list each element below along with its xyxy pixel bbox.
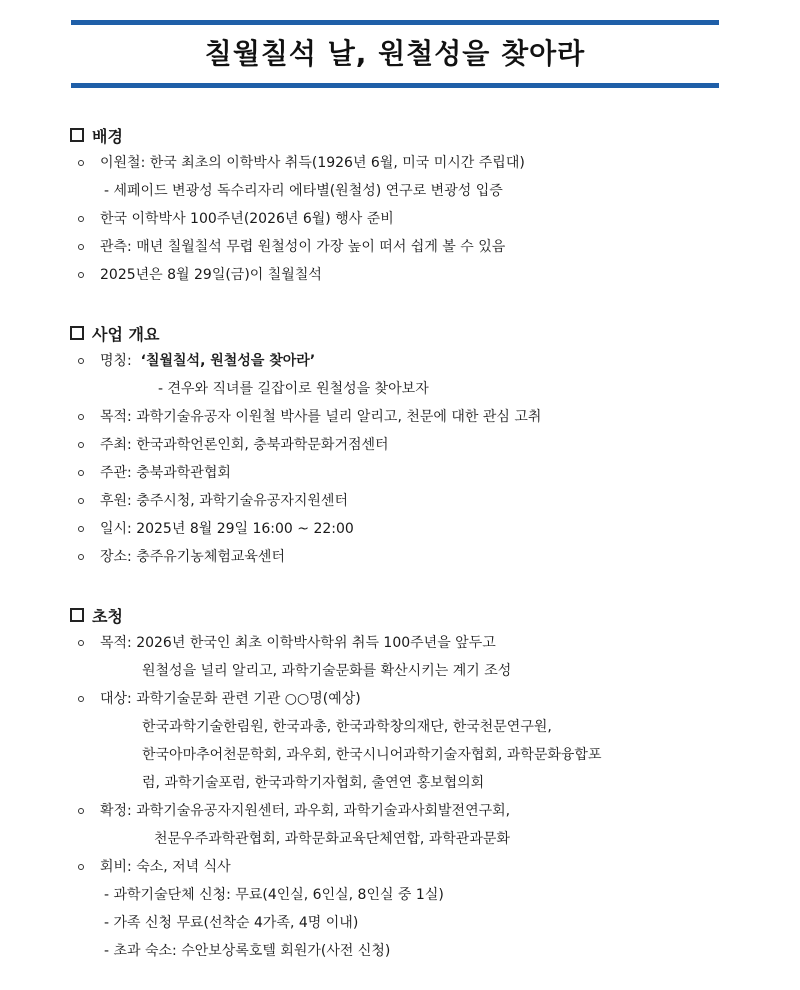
section-heading-text: 배경 [92, 126, 123, 146]
list-subitem: - 가족 신청 무료(선착순 4가족, 4명 이내) [104, 915, 359, 931]
circle-bullet-icon [78, 640, 84, 646]
circle-bullet-icon [78, 442, 84, 448]
circle-bullet-icon [78, 272, 84, 278]
circle-bullet-icon [78, 498, 84, 504]
list-item: 목적: 2026년 한국인 최초 이학박사학위 취득 100주년을 앞두고 [70, 629, 750, 657]
title-banner [71, 20, 719, 88]
list-item: 한국 이학박사 100주년(2026년 6월) 행사 준비 [70, 205, 750, 233]
circle-bullet-icon [78, 864, 84, 870]
title-bottom-rule [71, 83, 719, 88]
overview-list [70, 347, 750, 571]
list-continuation: 천문우주과학관협회, 과학문화교육단체연합, 과학관과문화 [154, 831, 510, 847]
list-item: 후원: 충주시청, 과학기술유공자지원센터 [70, 487, 750, 515]
invitation-list [70, 629, 750, 965]
list-item-name: 명칭: ‘칠월칠석, 원철성을 찾아라’ [70, 347, 750, 375]
circle-bullet-icon [78, 216, 84, 222]
page-title: 칠월칠석 날, 원철성을 찾아라 [204, 37, 586, 70]
section-invitation [70, 604, 750, 626]
list-item: 목적: 과학기술유공자 이원철 박사를 널리 알리고, 천문에 대한 관심 고취 [70, 403, 750, 431]
section-heading [70, 604, 750, 626]
section-heading-text: 초청 [92, 606, 123, 626]
list-continuation: 럼, 과학기술포럼, 한국과학기자협회, 출연연 홍보협의회 [142, 775, 485, 791]
list-subitem: - 세페이드 변광성 독수리자리 에타별(원철성) 연구로 변광성 입증 [104, 183, 503, 199]
circle-bullet-icon [78, 554, 84, 560]
circle-bullet-icon [78, 160, 84, 166]
list-continuation: 한국과학기술한림원, 한국과총, 한국과학창의재단, 한국천문연구원, [142, 719, 552, 735]
list-item: 회비: 숙소, 저녁 식사 [70, 853, 750, 881]
section-background [70, 124, 750, 146]
list-subitem: - 초과 숙소: 수안보상록호텔 회원가(사전 신청) [104, 943, 391, 959]
list-item: 확정: 과학기술유공자지원센터, 과우회, 과학기술과사회발전연구회, [70, 797, 750, 825]
title-top-rule [71, 20, 719, 25]
background-list [70, 149, 750, 289]
list-item: 일시: 2025년 8월 29일 16:00 ~ 22:00 [70, 515, 750, 543]
list-item: 장소: 충주유기농체험교육센터 [70, 543, 750, 571]
list-continuation: 원철성을 널리 알리고, 과학기술문화를 확산시키는 계기 조성 [142, 663, 512, 679]
section-overview [70, 322, 750, 344]
checkbox-square-icon [70, 326, 84, 340]
list-item: 주최: 한국과학언론인회, 충북과학문화거점센터 [70, 431, 750, 459]
list-item: 대상: 과학기술문화 관련 기관 ○○명(예상) [70, 685, 750, 713]
circle-bullet-icon [78, 358, 84, 364]
list-item: 관측: 매년 칠월칠석 무렵 원철성이 가장 높이 떠서 쉽게 볼 수 있음 [70, 233, 750, 261]
circle-bullet-icon [78, 244, 84, 250]
list-item: 주관: 충북과학관협회 [70, 459, 750, 487]
circle-bullet-icon [78, 470, 84, 476]
section-heading [70, 322, 750, 344]
circle-bullet-icon [78, 414, 84, 420]
circle-bullet-icon [78, 696, 84, 702]
event-name: ‘칠월칠석, 원철성을 찾아라’ [140, 353, 316, 369]
list-subitem: - 과학기술단체 신청: 무료(4인실, 6인실, 8인실 중 1실) [104, 887, 444, 903]
circle-bullet-icon [78, 808, 84, 814]
list-item: 2025년은 8월 29일(금)이 칠월칠석 [70, 261, 750, 289]
list-subitem: - 견우와 직녀를 길잡이로 원철성을 찾아보자 [158, 381, 429, 397]
list-item: 이원철: 한국 최초의 이학박사 취득(1926년 6월, 미국 미시간 주립대) [70, 149, 750, 177]
circle-bullet-icon [78, 526, 84, 532]
checkbox-square-icon [70, 128, 84, 142]
section-heading-text: 사업 개요 [92, 324, 160, 344]
section-heading [70, 124, 750, 146]
checkbox-square-icon [70, 608, 84, 622]
list-continuation: 한국아마추어천문학회, 과우회, 한국시니어과학기술자협회, 과학문화융합포 [142, 747, 602, 763]
